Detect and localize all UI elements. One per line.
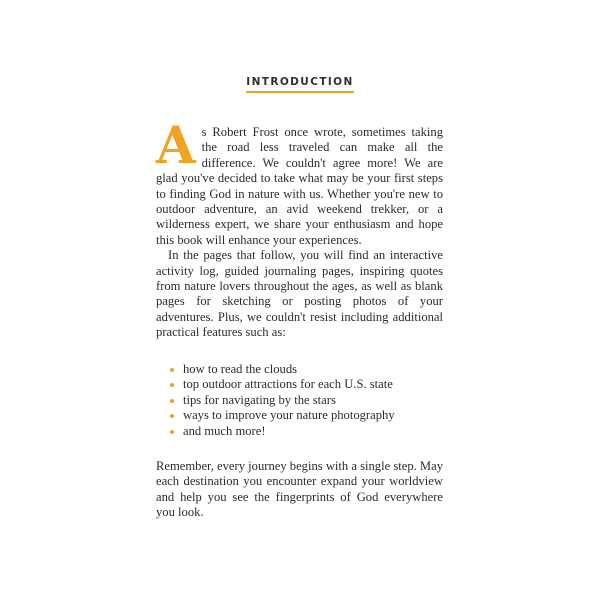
bullet-icon: [170, 368, 174, 372]
drop-cap: A: [156, 116, 196, 176]
feature-list: [170, 362, 450, 439]
bullet-icon: [170, 383, 174, 387]
list-item-text: top outdoor attractions for each U.S. state: [183, 377, 393, 392]
list-item: [170, 362, 450, 377]
bullet-icon: [170, 430, 174, 434]
closing-section: [156, 459, 443, 521]
list-item: [170, 393, 450, 408]
page-heading: INTRODUCTION: [246, 76, 353, 93]
list-item: [170, 408, 450, 423]
intro-section: [156, 116, 443, 341]
bullet-icon: [170, 399, 174, 403]
list-item-text: and much more!: [183, 423, 266, 438]
heading-container: [0, 72, 600, 93]
closing-paragraph: Remember, every journey begins with a single step. May each destination you encounter expand your worldview and help you see the fingerprints of God everywhere you look.: [156, 459, 443, 520]
paragraph-1: s Robert Frost once wrote, sometimes taking the road less traveled can make all the difference. We couldn't agree more! We are glad you've decided to take what may be your first steps to finding God in nature with us. Whether you're new to outdoor adventure, an avid weekend trekker, or a wilderness expert, we share your enthusiasm and hope this book will enhance your experiences.: [156, 125, 443, 247]
list-item-text: how to read the clouds: [183, 362, 298, 376]
paragraph-2: In the pages that follow, you will find an interactive activity log, guided journaling pages, inspiring quotes from nature lovers throughout the ages, as well as blank pages for sketching or posting photos of your adventures. Plus, we couldn't resist including additional practical features such as:: [156, 248, 443, 340]
list-item: [170, 424, 450, 439]
list-item: [170, 377, 450, 392]
list-item-text: ways to improve your nature photography: [183, 408, 395, 423]
list-item-text: tips for navigating by the stars: [183, 392, 336, 407]
bullet-icon: [170, 414, 174, 418]
